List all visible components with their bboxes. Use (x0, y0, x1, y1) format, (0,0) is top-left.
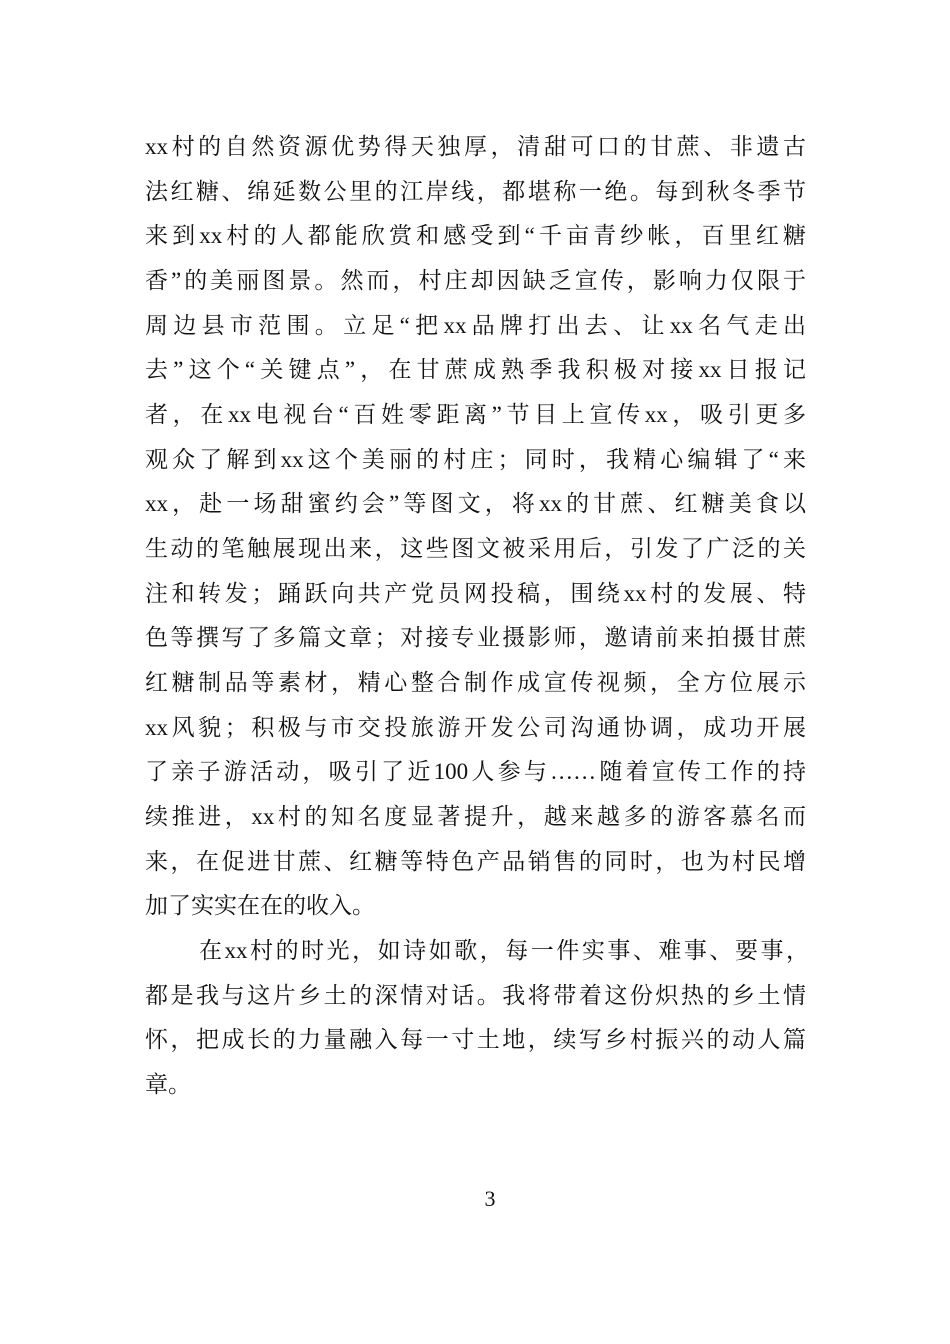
text-line: 周边县市范围。立足“把xx品牌打出去、让xx名气走出 (145, 312, 806, 338)
text-line: xx村的自然资源优势得天独厚，清甜可口的甘蔗、非遗古 (145, 134, 806, 159)
text-line: 章。 (145, 1072, 191, 1098)
text-line: 法红糖、绵延数公里的江岸线，都堪称一绝。每到秋冬季节 (145, 178, 806, 204)
text-line: 加了实实在在的收入。 (145, 893, 375, 919)
text-line: 了亲子游活动，吸引了近100人参与……随着宣传工作的持 (145, 759, 806, 785)
page-number: 3 (484, 1186, 496, 1211)
text-line: 注和转发；踊跃向共产党员网投稿，围绕xx村的发展、特 (145, 580, 806, 606)
text-line: 来，在促进甘蔗、红糖等特色产品销售的同时，也为村民增 (145, 848, 806, 874)
text-line: 者，在xx电视台“百姓零距离”节目上宣传xx，吸引更多 (145, 402, 806, 428)
text-line: 红糖制品等素材，精心整合制作成宣传视频，全方位展示 (145, 670, 806, 696)
text-line: 去”这个“关键点”，在甘蔗成熟季我积极对接xx日报记 (145, 357, 806, 383)
text-line: 香”的美丽图景。然而，村庄却因缺乏宣传，影响力仅限于 (145, 268, 806, 293)
text-line: 在xx村的时光，如诗如歌，每一件实事、难事、要事， (199, 938, 809, 964)
text-line: 生动的笔触展现出来，这些图文被采用后，引发了广泛的关 (145, 536, 806, 562)
text-line: 怀，把成长的力量融入每一寸土地，续写乡村振兴的动人篇 (145, 1027, 806, 1053)
text-line: xx风貌；积极与市交投旅游开发公司沟通协调，成功开展 (145, 714, 806, 740)
text-line: 都是我与这片乡土的深情对话。我将带着这份炽热的乡土情 (145, 982, 806, 1008)
text-line: 续推进，xx村的知名度显著提升，越来越多的游客慕名而 (145, 804, 806, 830)
text-line: 色等撰写了多篇文章；对接专业摄影师，邀请前来拍摄甘蔗 (145, 625, 806, 651)
text-line: xx，赴一场甜蜜约会”等图文，将xx的甘蔗、红糖美食以 (145, 491, 806, 517)
text-line: 来到xx村的人都能欣赏和感受到“千亩青纱帐，百里红糖 (145, 223, 806, 249)
text-line: 观众了解到xx这个美丽的村庄；同时，我精心编辑了“来 (145, 446, 806, 472)
